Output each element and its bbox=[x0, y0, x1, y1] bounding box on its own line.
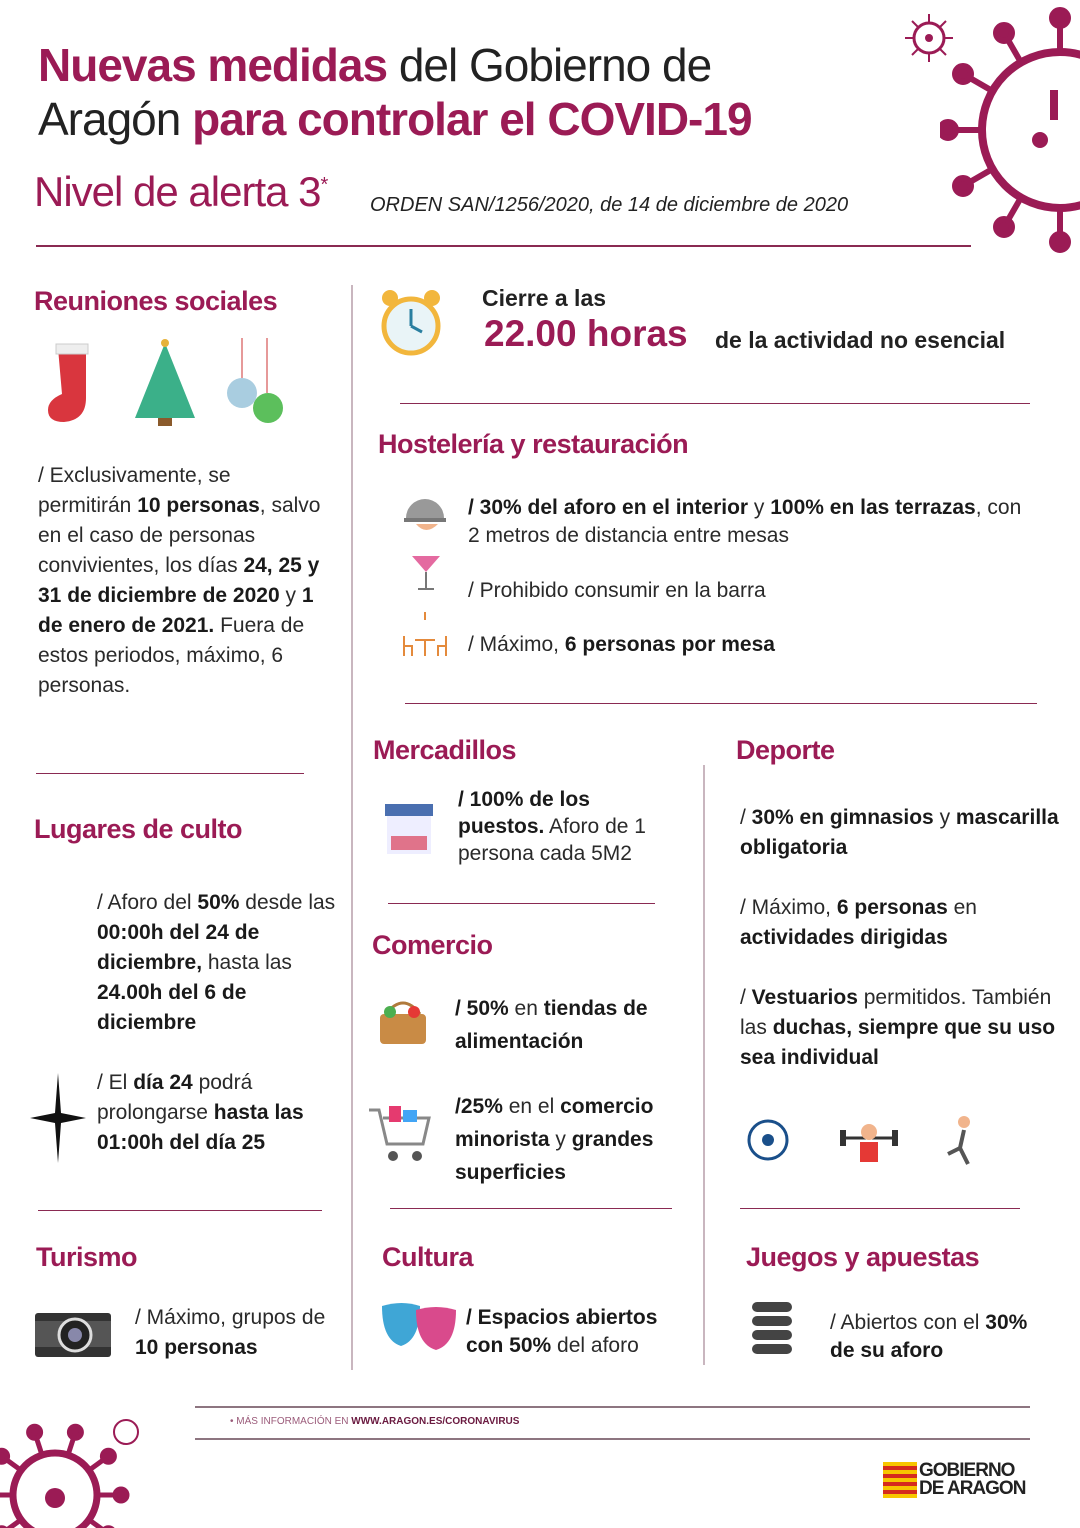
bold-text: 10 personas bbox=[137, 494, 260, 517]
text-segment: / bbox=[740, 806, 752, 829]
alarm-clock-icon bbox=[380, 284, 442, 358]
bold-text: / 50% bbox=[455, 997, 509, 1020]
text-segment: y bbox=[279, 584, 302, 607]
text-segment: , con 2 metros de distancia entre mesas bbox=[468, 496, 1022, 547]
ornaments-icon bbox=[227, 338, 283, 423]
bold-text: mascarilla obligatoria bbox=[740, 806, 1059, 859]
bold-text: tiendas de alimentación bbox=[455, 997, 648, 1053]
text-segment: / Máximo, bbox=[740, 896, 837, 919]
text-segment: / Abiertos con el bbox=[830, 1311, 986, 1334]
text-segment: / El bbox=[97, 1071, 134, 1094]
text-segment: / Máximo, grupos de bbox=[135, 1306, 326, 1329]
section-title-comercio: Comercio bbox=[372, 930, 493, 960]
bold-text: 6 personas bbox=[836, 896, 948, 919]
text-segment: en bbox=[508, 997, 544, 1020]
text-segment: del aforo bbox=[551, 1334, 639, 1357]
weightlifting-icon bbox=[840, 1124, 898, 1162]
cierre-hour: 22.00 horas bbox=[484, 313, 688, 354]
text-segment: permitidos. También las bbox=[740, 986, 1052, 1039]
section-title-deporte: Deporte bbox=[736, 735, 835, 765]
cloche-icon bbox=[402, 492, 448, 538]
more-info-link[interactable]: WWW.ARAGON.ES/CORONAVIRUS bbox=[351, 1416, 520, 1427]
runner-icon bbox=[948, 1116, 970, 1164]
bold-text: 24.00h del 6 de diciembre bbox=[97, 981, 247, 1034]
text-segment: / Máximo, bbox=[468, 633, 565, 656]
bold-text: día 24 bbox=[133, 1071, 193, 1094]
text-segment: / bbox=[740, 986, 752, 1009]
deporte-text-vestuarios bbox=[740, 983, 1070, 1073]
deporte-text-dirigidas bbox=[740, 893, 1060, 953]
deporte-text-gimnasios bbox=[740, 803, 1060, 863]
comercio-text-alimentacion bbox=[455, 992, 690, 1058]
aragon-flag-icon bbox=[883, 1462, 917, 1498]
small-virus-icon bbox=[903, 12, 955, 64]
order-reference: ORDEN SAN/1256/2020, de 14 de diciembre de 2020 bbox=[370, 194, 849, 216]
section-title-cultura: Cultura bbox=[382, 1242, 473, 1272]
cultura-text bbox=[466, 1304, 696, 1360]
bold-text: 30% de su aforo bbox=[830, 1311, 1028, 1362]
cierre-label: Cierre a las bbox=[482, 285, 607, 311]
sports-icons bbox=[746, 1112, 986, 1168]
culto-text-dia24 bbox=[97, 1068, 337, 1158]
soccer-ball-icon bbox=[749, 1121, 787, 1159]
bold-text: 100% en las terrazas bbox=[770, 496, 976, 519]
alert-level: Nivel de alerta 3* bbox=[34, 168, 328, 215]
bold-text: comercio minorista bbox=[455, 1095, 654, 1151]
star-icon bbox=[28, 1073, 88, 1163]
section-title-hosteleria: Hostelería y restauración bbox=[378, 429, 689, 459]
section-title-reuniones: Reuniones sociales bbox=[34, 286, 278, 316]
grocery-basket-icon bbox=[376, 994, 430, 1046]
text-segment: , salvo en el caso de personas convivientes, los días bbox=[38, 494, 321, 577]
juegos-text bbox=[830, 1309, 1050, 1365]
reuniones-text bbox=[38, 461, 328, 701]
market-stall-icon bbox=[383, 802, 435, 856]
bold-text: hasta las 01:00h del día 25 bbox=[97, 1101, 304, 1154]
camera-icon bbox=[35, 1307, 111, 1357]
table-chairs-icon bbox=[400, 612, 450, 658]
bold-text: / 100% de los puestos. bbox=[458, 788, 590, 838]
hosteleria-item-mesa bbox=[468, 630, 775, 660]
stocking-icon bbox=[48, 344, 88, 422]
bold-text: duchas, siempre que su uso sea individual bbox=[740, 1016, 1056, 1069]
bold-text: 6 personas por mesa bbox=[564, 633, 775, 656]
text-segment: y bbox=[549, 1128, 572, 1151]
mercadillos-text bbox=[458, 786, 678, 867]
bold-text: 24, 25 y 31 de diciembre de 2020 bbox=[38, 554, 320, 607]
bold-text: /25% bbox=[455, 1095, 503, 1118]
text-segment: desde las bbox=[239, 891, 336, 914]
christmas-icons bbox=[40, 338, 290, 430]
section-title-turismo: Turismo bbox=[36, 1242, 138, 1272]
text-segment: en el bbox=[502, 1095, 561, 1118]
section-title-mercadillos: Mercadillos bbox=[373, 735, 517, 765]
bold-text: 50% bbox=[197, 891, 240, 914]
section-title-culto: Lugares de culto bbox=[34, 814, 243, 844]
text-segment: podrá prolongarse bbox=[97, 1071, 253, 1124]
bold-text: / 30% del aforo en el interior bbox=[468, 496, 749, 519]
text-segment: y bbox=[933, 806, 956, 829]
bold-text: Vestuarios bbox=[751, 986, 858, 1009]
text-segment: Fuera de estos periodos, máximo, 6 personas. bbox=[38, 614, 305, 697]
shopping-cart-icon bbox=[367, 1100, 433, 1166]
bold-text: 10 personas bbox=[135, 1336, 258, 1359]
comercio-text-minorista bbox=[455, 1090, 695, 1189]
virus-icon bbox=[940, 0, 1080, 260]
bold-text: 30% en gimnasios bbox=[751, 806, 934, 829]
christmas-tree-icon bbox=[135, 339, 195, 426]
section-title-juegos: Juegos y apuestas bbox=[746, 1242, 980, 1272]
hosteleria-item-aforo bbox=[468, 494, 1038, 550]
text-segment: hasta las bbox=[202, 951, 292, 974]
poker-chips-icon bbox=[750, 1300, 794, 1360]
cocktail-icon bbox=[410, 550, 442, 592]
text-segment: en bbox=[947, 896, 977, 919]
text-segment: y bbox=[748, 496, 771, 519]
theater-masks-icon bbox=[380, 1302, 458, 1352]
text-segment: / Aforo del bbox=[97, 891, 198, 914]
culto-text-aforo bbox=[97, 888, 347, 1038]
bold-text: 1 de enero de 2021. bbox=[38, 584, 314, 637]
turismo-text bbox=[135, 1303, 335, 1363]
gobierno-aragon-logo: GOBIERNO DE ARAGON bbox=[883, 1462, 1025, 1498]
text-segment: Aforo de 1 persona cada 5M2 bbox=[458, 815, 646, 865]
bold-text: grandes superficies bbox=[455, 1128, 654, 1184]
text-segment: / Prohibido consumir en la barra bbox=[468, 579, 766, 602]
virus-bottom-icon bbox=[0, 1410, 150, 1528]
bold-text: 00:00h del 24 de diciembre, bbox=[97, 921, 260, 974]
more-info: • MÁS INFORMACIÓN EN WWW.ARAGON.ES/CORONAVIRUS bbox=[230, 1416, 520, 1427]
hosteleria-item-barra bbox=[468, 576, 766, 606]
page-title: Nuevas medidas del Gobierno de Aragón para controlar el COVID-19 bbox=[38, 39, 752, 145]
bold-text: / Espacios abiertos con 50% bbox=[466, 1306, 658, 1357]
text-segment: / Exclusivamente, se permitirán bbox=[38, 464, 231, 517]
cierre-rest: de la actividad no esencial bbox=[715, 327, 1006, 353]
bold-text: actividades dirigidas bbox=[740, 926, 948, 949]
